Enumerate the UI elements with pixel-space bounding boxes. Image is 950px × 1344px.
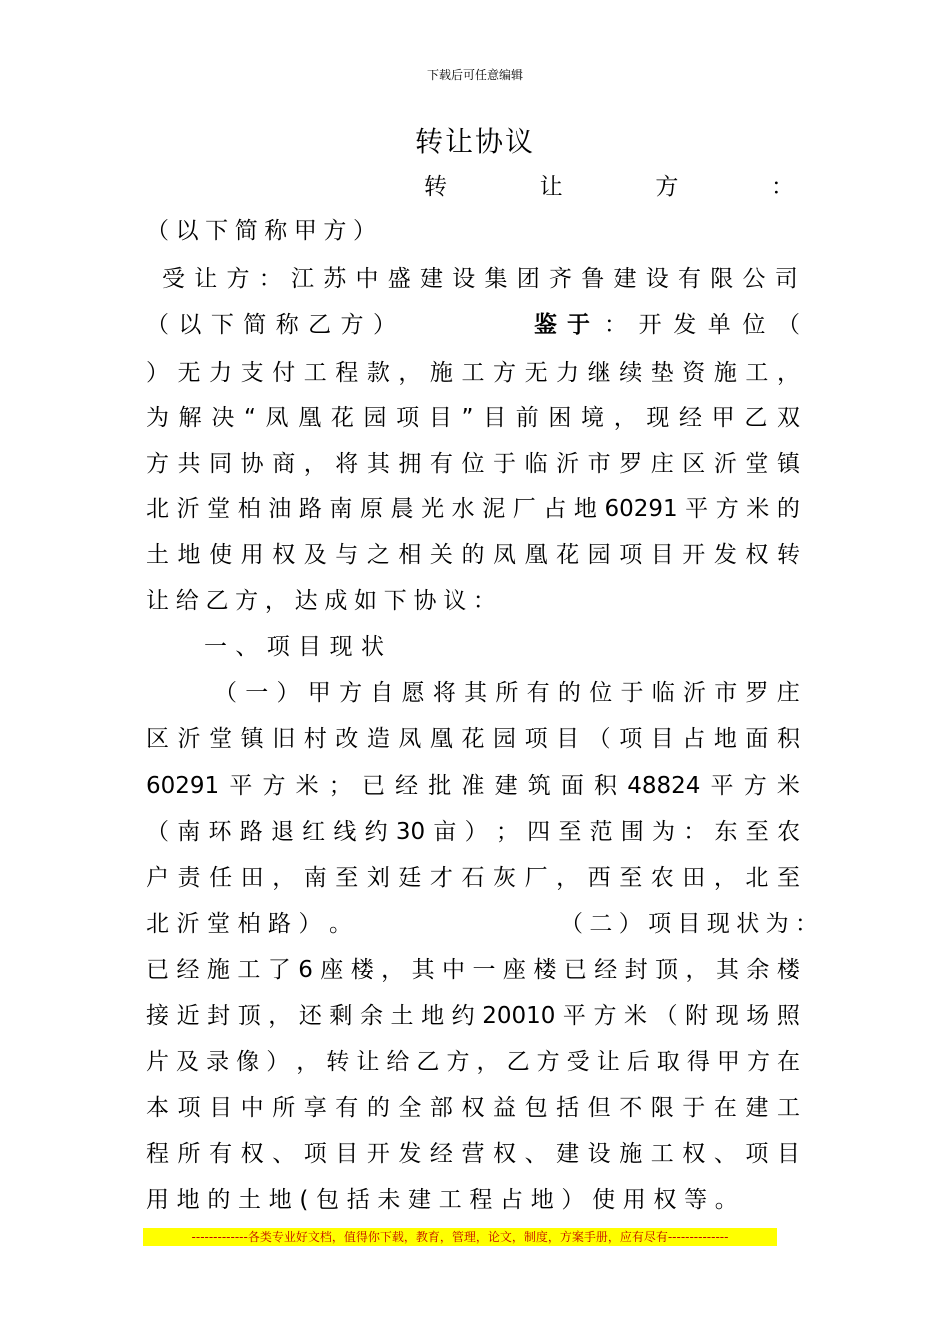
section-heading-1: 一 、 项 目 现 状 bbox=[204, 634, 384, 660]
body-line-19: （ 二 ） 项 目 现 状 为 ： bbox=[560, 911, 818, 937]
body-line-21: 接 近 封 顶 ， 还 剩 余 土 地 约 20010 平 方 米 （ 附 现 场 照 bbox=[146, 1003, 800, 1029]
body-line-14: 区 沂 堂 镇 旧 村 改 造 凤 凰 花 园 项 目 （ 项 目 占 地 面 积 bbox=[146, 726, 800, 752]
body-line-17: 户 责 任 田 ， 南 至 刘 廷 才 石 灰 厂 ， 西 至 农 田 ， 北 至 bbox=[146, 865, 800, 891]
body-line-18: 北 沂 堂 柏 路 ） 。 bbox=[146, 911, 352, 937]
body-line-22: 片 及 录 像 ） ， 转 让 给 乙 方 ， 乙 方 受 让 后 取 得 甲 方 在 bbox=[146, 1049, 800, 1075]
body-line-23: 本 项 目 中 所 享 有 的 全 部 权 益 包 括 但 不 限 于 在 建 工 bbox=[146, 1095, 800, 1121]
body-line-20: 已 经 施 工 了 6 座 楼 ， 其 中 一 座 楼 已 经 封 顶 ， 其 余 楼 bbox=[146, 957, 800, 983]
document-title: 转让协议 bbox=[414, 125, 535, 158]
body-line-16: （ 南 环 路 退 红 线 约 30 亩 ） ； 四 至 范 围 为 ： 东 至 农 bbox=[146, 819, 800, 845]
whereas-label: 鉴于 bbox=[534, 312, 600, 338]
body-line-7: 为 解 决 “ 凤 凰 花 园 项 目 ” 目 前 困 境 ， 现 经 甲 乙 双 bbox=[146, 405, 800, 431]
whereas-text: ： 开 发 单 位 （ bbox=[604, 312, 800, 338]
transferor-line bbox=[424, 170, 794, 204]
body-line-3-row bbox=[146, 308, 800, 342]
body-line-18-row bbox=[146, 907, 818, 941]
body-line-9: 北 沂 堂 柏 油 路 南 原 晨 光 水 泥 厂 占 地 60291 平 方 米 的 bbox=[146, 496, 800, 522]
body-line-25: 用 地 的 土 地 ( 包 括 未 建 工 程 占 地 ） 使 用 权 等 。 bbox=[146, 1187, 738, 1213]
footer-banner: -------------各类专业好文档，值得你下载，教育，管理，论文，制度，方案手册，应有尽有-------------- bbox=[143, 1228, 777, 1246]
body-line-1: （ 以 下 简 称 甲 方 ） bbox=[146, 218, 376, 244]
body-line-2: 受 让 方 ： 江 苏 中 盛 建 设 集 团 齐 鲁 建 设 有 限 公 司 bbox=[162, 266, 798, 292]
body-line-13: （ 一 ） 甲 方 自 愿 将 其 所 有 的 位 于 临 沂 市 罗 庄 bbox=[214, 680, 800, 706]
body-line-10: 土 地 使 用 权 及 与 之 相 关 的 凤 凰 花 园 项 目 开 发 权 转 bbox=[146, 542, 800, 568]
header-note: 下载后可任意编辑 bbox=[426, 68, 523, 82]
body-line-3: （ 以 下 简 称 乙 方 ） bbox=[146, 312, 396, 338]
body-line-24: 程 所 有 权 、 项 目 开 发 经 营 权 、 建 设 施 工 权 、 项 目 bbox=[146, 1141, 800, 1167]
body-line-15: 60291 平 方 米 ； 已 经 批 准 建 筑 面 积 48824 平 方 米 bbox=[146, 773, 800, 799]
body-line-8: 方 共 同 协 商 ， 将 其 拥 有 位 于 临 沂 市 罗 庄 区 沂 堂 镇 bbox=[146, 451, 800, 477]
transferor-text: 转 让 方 ： bbox=[424, 174, 794, 200]
body-line-6: ） 无 力 支 付 工 程 款 ， 施 工 方 无 力 继 续 垫 资 施 工 ， bbox=[146, 360, 800, 386]
whereas-row bbox=[534, 308, 800, 342]
body-line-11: 让 给 乙 方 ， 达 成 如 下 协 议 ： bbox=[146, 588, 496, 614]
